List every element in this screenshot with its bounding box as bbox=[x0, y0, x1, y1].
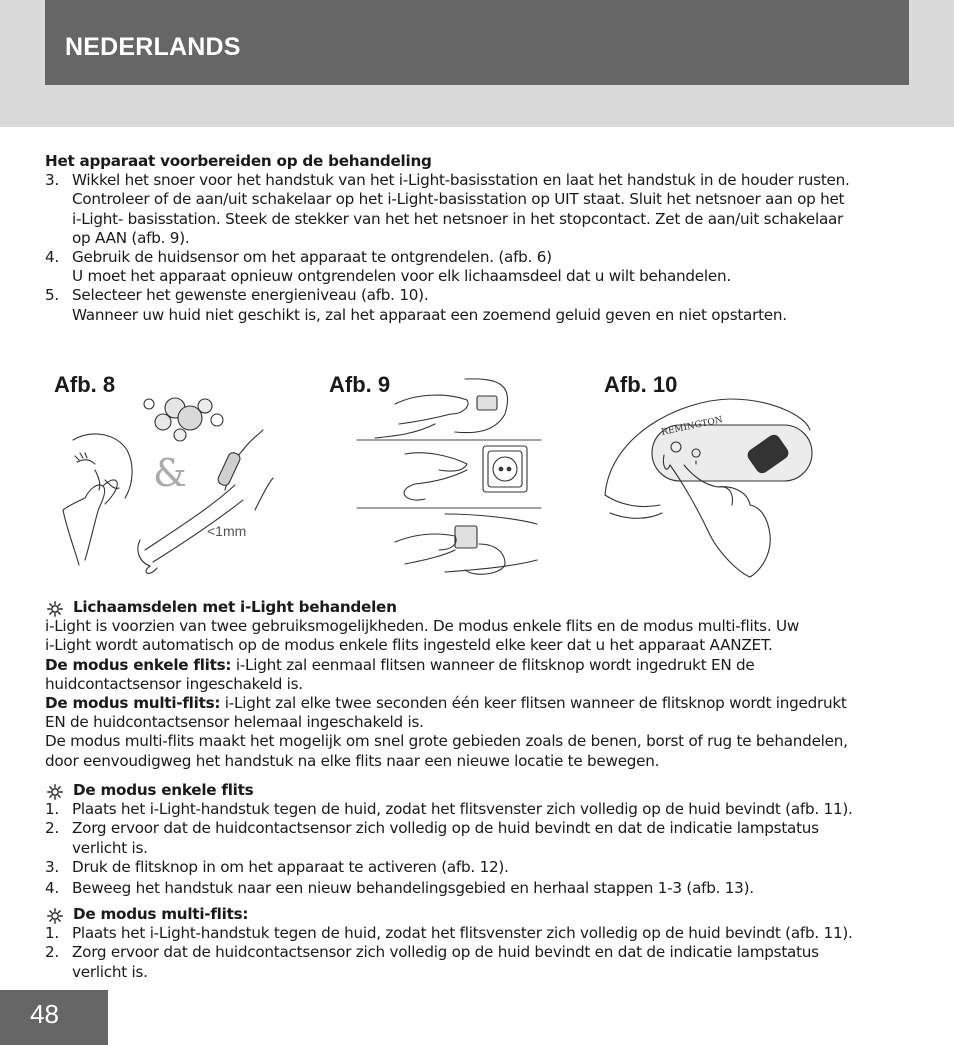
list-number: 3. bbox=[45, 857, 59, 876]
multi-heading-row bbox=[45, 905, 920, 924]
list-item bbox=[45, 286, 920, 324]
list-item bbox=[45, 858, 920, 877]
treat-p1 bbox=[45, 617, 920, 655]
header-bar bbox=[45, 0, 909, 85]
page-number: 48 bbox=[30, 999, 59, 1029]
list-item bbox=[45, 879, 920, 898]
sun-icon bbox=[47, 601, 63, 617]
list-line: verlicht is. bbox=[72, 838, 148, 857]
page-number-tab bbox=[0, 990, 108, 1045]
prep-section bbox=[45, 152, 920, 325]
fig9-label: Afb. 9 bbox=[329, 372, 391, 397]
text-line: i-Light zal elke twee seconden één keer flitsen wanneer de flitsknop wordt ingedrukt bbox=[220, 694, 847, 713]
multi-section bbox=[45, 905, 920, 982]
multi-heading: De modus multi-flits: bbox=[73, 905, 249, 923]
single-mode-label: De modus enkele flits: bbox=[45, 655, 232, 674]
page-title: NEDERLANDS bbox=[65, 33, 241, 61]
list-number: 2. bbox=[45, 943, 59, 962]
list-line: U moet het apparaat opnieuw ontgrendelen voor elk lichaamsdeel dat u wilt behandelen. bbox=[72, 267, 731, 286]
multi-mode-desc bbox=[45, 694, 920, 732]
sun-icon bbox=[47, 784, 63, 800]
treat-heading-row bbox=[45, 598, 920, 617]
text-line: De modus multi-flits maakt het mogelijk om snel grote gebieden zoals de benen, borst of rug te behandelen, bbox=[45, 732, 848, 751]
text-line: door eenvoudigweg het handstuk na elke flits naar een nieuwe locatie te bewegen. bbox=[45, 751, 660, 770]
list-line: Plaats het i-Light-handstuk tegen de huid, zodat het flitsvenster zich volledig op de huid bevindt (afb. 11). bbox=[72, 800, 853, 819]
single-section bbox=[45, 781, 920, 898]
list-number: 3. bbox=[45, 171, 59, 190]
list-line: op AAN (afb. 9). bbox=[72, 228, 190, 247]
single-heading: De modus enkele flits bbox=[73, 781, 254, 799]
text-line: i-Light wordt automatisch op de modus enkele flits ingesteld elke keer dat u het apparaat AANZET. bbox=[45, 636, 773, 655]
list-number: 4. bbox=[45, 879, 59, 898]
sun-icon bbox=[47, 908, 63, 924]
list-line: Druk de flitsknop in om het apparaat te activeren (afb. 12). bbox=[72, 857, 509, 876]
list-line: Gebruik de huidsensor om het apparaat te ontgrendelen. (afb. 6) bbox=[72, 248, 552, 267]
fig10-label: Afb. 10 bbox=[604, 372, 678, 397]
list-item bbox=[45, 924, 920, 943]
list-item bbox=[45, 171, 920, 248]
list-line: Zorg ervoor dat de huidcontactsensor zich volledig op de huid bevindt en dat de indicatie lampstatus bbox=[72, 943, 819, 962]
list-line: Selecteer het gewenste energieniveau (afb. 10). bbox=[72, 286, 429, 305]
list-line: verlicht is. bbox=[72, 962, 148, 981]
list-number: 1. bbox=[45, 924, 59, 943]
text-line: EN de huidcontactsensor helemaal ingeschakeld is. bbox=[45, 713, 424, 732]
multi-mode-label: De modus multi-flits: bbox=[45, 694, 221, 713]
fig9-illustration bbox=[355, 374, 545, 584]
single-mode-desc bbox=[45, 656, 920, 694]
list-line: Plaats het i-Light-handstuk tegen de huid, zodat het flitsvenster zich volledig op de huid bevindt (afb. 11). bbox=[72, 924, 853, 943]
fig8-illustration bbox=[45, 390, 285, 580]
list-line: Zorg ervoor dat de huidcontactsensor zich volledig op de huid bevindt en dat de indicatie lampstatus bbox=[72, 819, 819, 838]
fig10-illustration bbox=[600, 395, 820, 580]
list-item bbox=[45, 819, 920, 857]
single-heading-row bbox=[45, 781, 920, 800]
list-number: 2. bbox=[45, 819, 59, 838]
prep-heading: Het apparaat voorbereiden op de behandeling bbox=[45, 152, 432, 170]
list-line: Wanneer uw huid niet geschikt is, zal het apparaat een zoemend geluid geven en niet opstarten. bbox=[72, 305, 787, 324]
treat-p3 bbox=[45, 732, 920, 770]
text-line: i-Light zal eenmaal flitsen wanneer de flitsknop wordt ingedrukt EN de bbox=[231, 655, 755, 674]
fig8-label: Afb. 8 bbox=[54, 372, 116, 397]
list-line: Beweeg het handstuk naar een nieuw behandelingsgebied en herhaal stappen 1-3 (afb. 13). bbox=[72, 879, 754, 898]
list-line: Controleer of de aan/uit schakelaar op het i-Light-basisstation op UIT staat. Sluit het netsnoer aan op het bbox=[72, 190, 845, 209]
list-number: 1. bbox=[45, 800, 59, 819]
list-line: Wikkel het snoer voor het handstuk van het i-Light-basisstation en laat het handstuk in de houder rusten. bbox=[72, 171, 850, 190]
fig10-brand: REMINGTON bbox=[660, 415, 724, 438]
treat-heading: Lichaamsdelen met i-Light behandelen bbox=[73, 598, 397, 616]
text-line: i-Light is voorzien van twee gebruiksmogelijkheden. De modus enkele flits en de modus multi-flits. Uw bbox=[45, 617, 800, 636]
list-item bbox=[45, 943, 920, 981]
list-number: 5. bbox=[45, 286, 59, 305]
list-number: 4. bbox=[45, 248, 59, 267]
list-line: i-Light- basisstation. Steek de stekker van het het netsnoer in het stopcontact. Zet de aan/uit schakelaar bbox=[72, 209, 844, 228]
list-item bbox=[45, 248, 920, 286]
fig8-ampersand: & bbox=[153, 451, 187, 495]
fig8-measure: <1mm bbox=[207, 523, 247, 539]
text-line: huidcontactsensor ingeschakeld is. bbox=[45, 674, 303, 693]
treat-section bbox=[45, 598, 920, 771]
list-item bbox=[45, 800, 920, 819]
